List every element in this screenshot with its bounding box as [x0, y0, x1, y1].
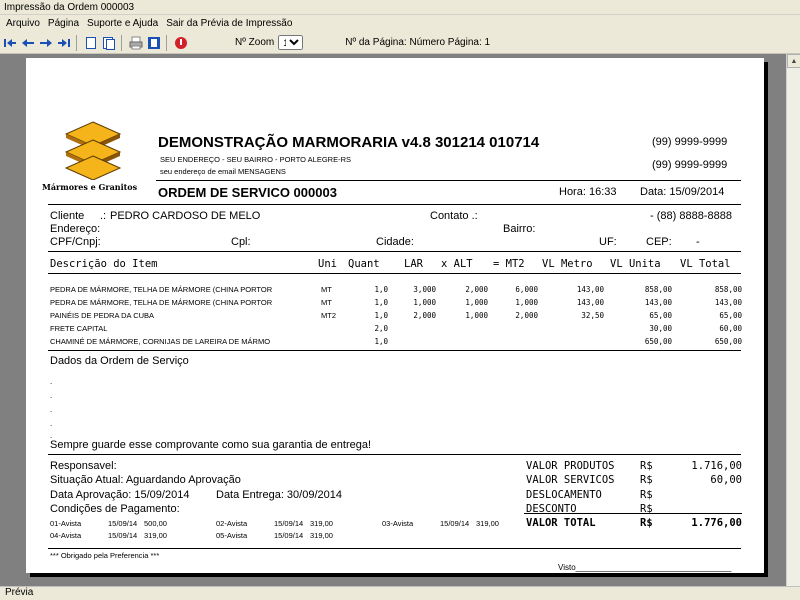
- cell-metro: 143,00: [576, 285, 604, 294]
- total-value: 1.716,00: [691, 460, 742, 472]
- order-data-dot: .: [50, 405, 53, 414]
- cell-desc: PAINÉIS DE PEDRA DA CUBA: [50, 311, 155, 320]
- payment-value: 500,00: [144, 519, 167, 528]
- order-time: Hora: 16:33: [559, 186, 617, 198]
- endereco-label: Endereço:: [50, 223, 101, 235]
- cell-unita: 65,00: [649, 311, 672, 320]
- payment-value: 319,00: [144, 531, 167, 540]
- total-currency: R$: [640, 489, 653, 501]
- cell-desc: PEDRA DE MÁRMORE, TELHA DE MÁRMORE (CHINA PORTOR: [50, 285, 273, 294]
- col-header-vl-unita: VL Unita: [610, 258, 661, 270]
- preview-viewport[interactable]: [0, 54, 786, 586]
- cell-unita: 858,00: [644, 285, 672, 294]
- cell-total: 65,00: [719, 311, 742, 320]
- col-header-mt2: = MT2: [493, 258, 525, 270]
- cliente-label: Cliente: [50, 210, 85, 222]
- first-page-icon[interactable]: [2, 35, 18, 51]
- cell-mt2: 2,000: [515, 311, 538, 320]
- total-label: VALOR SERVICOS: [526, 474, 615, 486]
- payment-label: 01-Avista: [50, 519, 82, 528]
- cell-uni: MT: [321, 285, 332, 294]
- visto-signature-line: Visto___________________________________: [558, 563, 732, 572]
- cliente-name: PEDRO CARDOSO DE MELO: [110, 210, 261, 222]
- cell-mt2: 1,000: [515, 298, 538, 307]
- cep-label: CEP:: [646, 236, 672, 248]
- cell-total: 60,00: [719, 324, 742, 333]
- cliente-sep: .:: [100, 210, 107, 222]
- company-logo: [50, 120, 136, 180]
- cell-unita: 30,00: [649, 324, 672, 333]
- payment-value: 319,00: [310, 531, 333, 540]
- cpl-label: Cpl:: [231, 236, 251, 248]
- payment-label: 04-Avista: [50, 531, 82, 540]
- cell-metro: 143,00: [576, 298, 604, 307]
- thanks-note: *** Obrigado pela Preferencia ***: [50, 551, 160, 560]
- footer-divider: [48, 548, 741, 549]
- cell-alt: 1,000: [465, 298, 488, 307]
- uf-label: UF:: [599, 236, 617, 248]
- payment-value: 319,00: [310, 519, 333, 528]
- table-bottom-divider: [48, 350, 741, 351]
- cell-uni: MT: [321, 298, 332, 307]
- situacao-atual: Situação Atual: Aguardando Aprovação: [50, 474, 241, 486]
- cell-quant: 1,0: [374, 298, 388, 307]
- page-number-label: Nº da Página: Número Página: 1: [345, 37, 491, 48]
- bairro-label: Bairro:: [503, 223, 536, 235]
- payment-date: 15/09/14: [274, 519, 304, 528]
- cidade-label: Cidade:: [376, 236, 414, 248]
- order-data-dot: .: [50, 419, 53, 428]
- company-email: seu endereço de email MENSAGENS: [160, 167, 286, 176]
- total-value: 1.776,00: [691, 517, 742, 529]
- zoom-label: Nº Zoom: [235, 37, 275, 48]
- cell-alt: 1,000: [465, 311, 488, 320]
- total-currency: R$: [640, 460, 653, 472]
- company-address: SEU ENDEREÇO - SEU BAIRRO - PORTO ALEGRE-RS: [160, 155, 352, 164]
- cell-quant: 2,0: [374, 324, 388, 333]
- cell-quant: 1,0: [374, 337, 388, 346]
- data-aprovacao: Data Aprovação: 15/09/2014: [50, 489, 190, 501]
- menu-arquivo[interactable]: Arquivo: [6, 17, 40, 29]
- cell-uni: MT2: [321, 311, 336, 320]
- col-header-quant: Quant: [348, 258, 380, 270]
- col-header-lar: LAR: [404, 258, 423, 270]
- toolbar-separator: [76, 35, 77, 51]
- menu-suporte-ajuda[interactable]: Suporte e Ajuda: [87, 17, 159, 29]
- client-divider: [48, 251, 741, 252]
- cell-desc: PEDRA DE MÁRMORE, TELHA DE MÁRMORE (CHINA PORTOR: [50, 298, 273, 307]
- cell-quant: 1,0: [374, 285, 388, 294]
- menu-pagina[interactable]: Página: [47, 17, 80, 29]
- cell-total: 650,00: [714, 337, 742, 346]
- payment-date: 15/09/14: [440, 519, 470, 528]
- cell-desc: FRETE CAPITAL: [50, 324, 108, 333]
- responsavel-label: Responsavel:: [50, 460, 117, 472]
- payment-date: 15/09/14: [274, 531, 304, 540]
- previous-page-icon[interactable]: [20, 35, 36, 51]
- scroll-up-icon[interactable]: ▲: [787, 54, 800, 68]
- order-data-divider: [48, 454, 741, 455]
- cell-unita: 143,00: [644, 298, 672, 307]
- cell-desc: CHAMINÉ DE MÁRMORE, CORNIJAS DE LAREIRA DE MÁRMO: [50, 337, 271, 346]
- logo-text: Mármores e Granitos: [42, 182, 138, 192]
- cell-mt2: 6,000: [515, 285, 538, 294]
- payment-label: 03-Avista: [382, 519, 414, 528]
- vertical-scrollbar[interactable]: [786, 54, 800, 586]
- col-header-alt: x ALT: [441, 258, 473, 270]
- totals-divider: [524, 513, 742, 514]
- condicoes-pagamento: Condições de Pagamento:: [50, 503, 180, 515]
- company-name: DEMONSTRAÇÃO MARMORARIA v4.8 301214 010714: [158, 134, 540, 151]
- window-title: Impressão da Ordem 000003: [0, 0, 800, 15]
- order-title: ORDEM DE SERVICO 000003: [158, 185, 337, 200]
- single-page-icon[interactable]: [83, 35, 99, 51]
- order-data-dot: .: [50, 431, 53, 440]
- payment-date: 15/09/14: [108, 531, 138, 540]
- data-entrega: Data Entrega: 30/09/2014: [216, 489, 342, 501]
- cell-lar: 2,000: [413, 311, 436, 320]
- order-data-dot: .: [50, 391, 53, 400]
- payment-label: 05-Avista: [216, 531, 248, 540]
- order-data-title: Dados da Ordem de Serviço: [50, 355, 189, 367]
- payment-date: 15/09/14: [108, 519, 138, 528]
- menu-sair-previa[interactable]: Sair da Prévia de Impressão: [166, 17, 293, 29]
- cep-value: -: [696, 236, 700, 248]
- cell-metro: 32,50: [581, 311, 604, 320]
- col-header-vl-total: VL Total: [680, 258, 731, 270]
- table-header-divider: [48, 273, 741, 274]
- cell-total: 858,00: [714, 285, 742, 294]
- next-page-icon[interactable]: [38, 35, 54, 51]
- guarantee-note: Sempre guarde esse comprovante como sua garantia de entrega!: [50, 439, 372, 451]
- toolbar-separator: [166, 35, 167, 51]
- cell-quant: 1,0: [374, 311, 388, 320]
- total-label: DESCONTO: [526, 503, 577, 515]
- payment-label: 02-Avista: [216, 519, 248, 528]
- payment-value: 319,00: [476, 519, 499, 528]
- export-icon[interactable]: [146, 35, 162, 51]
- header-divider: [156, 180, 741, 181]
- zoom-select[interactable]: [278, 35, 303, 50]
- total-value: 60,00: [710, 474, 742, 486]
- total-label: VALOR PRODUTOS: [526, 460, 615, 472]
- status-bar: Prévia: [0, 586, 800, 600]
- cell-total: 143,00: [714, 298, 742, 307]
- total-currency: R$: [640, 503, 653, 515]
- print-icon[interactable]: [128, 35, 144, 51]
- col-header-vl-metro: VL Metro: [542, 258, 593, 270]
- col-header-desc: Descrição do Item: [50, 258, 158, 270]
- cell-alt: 2,000: [465, 285, 488, 294]
- last-page-icon[interactable]: [56, 35, 72, 51]
- cell-lar: 1,000: [413, 298, 436, 307]
- toolbar: [0, 32, 800, 54]
- total-currency: R$: [640, 517, 653, 529]
- order-divider: [48, 204, 741, 205]
- cell-lar: 3,000: [413, 285, 436, 294]
- contato-value: - (88) 8888-8888: [650, 210, 732, 222]
- order-data-dot: .: [50, 377, 53, 386]
- menu-bar: [0, 15, 800, 31]
- two-pages-icon[interactable]: [101, 35, 117, 51]
- print-page: [26, 58, 764, 573]
- total-label: DESLOCAMENTO: [526, 489, 602, 501]
- phone-1: (99) 9999-9999: [652, 136, 728, 148]
- close-icon[interactable]: [173, 35, 189, 51]
- contato-label: Contato .:: [430, 210, 478, 222]
- total-currency: R$: [640, 474, 653, 486]
- total-label: VALOR TOTAL: [526, 517, 596, 529]
- cell-unita: 650,00: [644, 337, 672, 346]
- order-date: Data: 15/09/2014: [640, 186, 725, 198]
- toolbar-separator: [121, 35, 122, 51]
- cpf-label: CPF/Cnpj:: [50, 236, 101, 248]
- phone-2: (99) 9999-9999: [652, 159, 728, 171]
- col-header-uni: Uni: [318, 258, 337, 270]
